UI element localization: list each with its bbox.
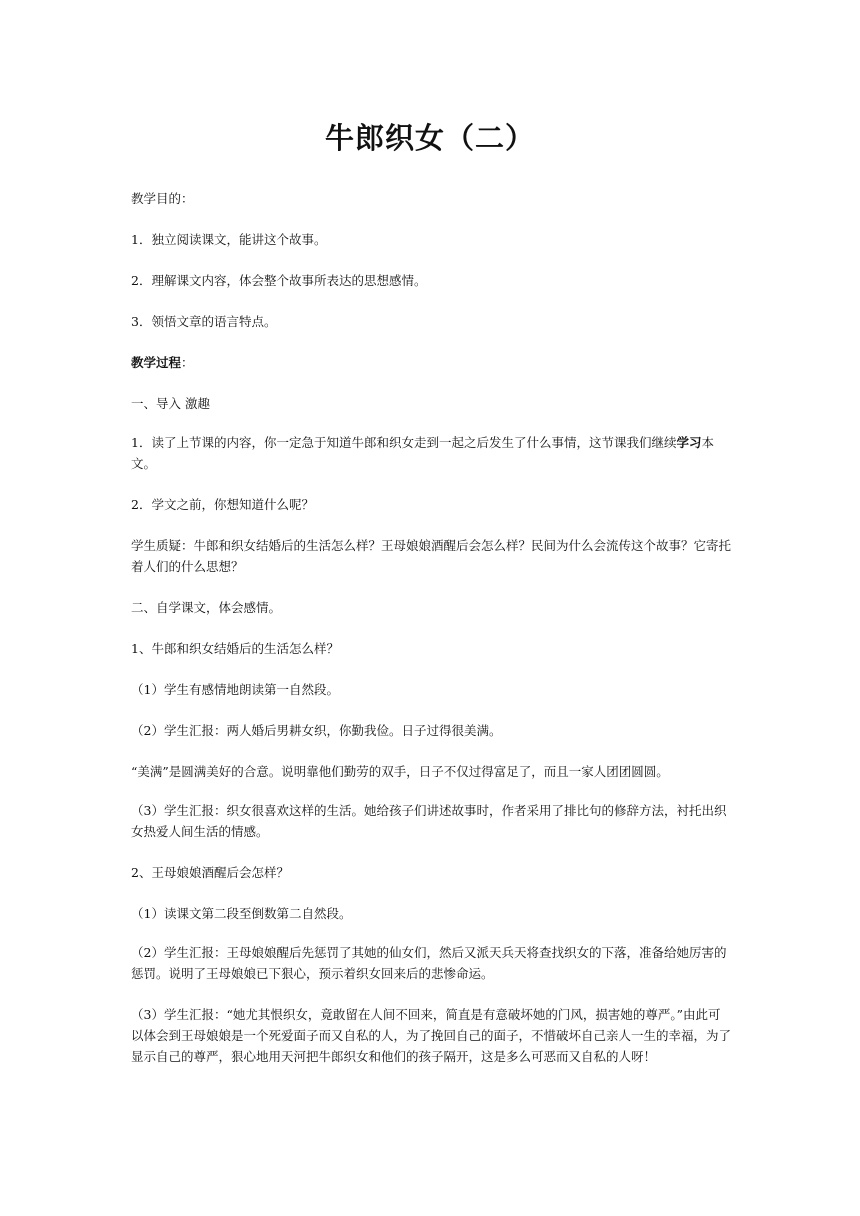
question-1: 1、牛郎和织女结婚后的生活怎么样？ xyxy=(131,641,339,656)
question-1-answer-4: （3）学生汇报：织女很喜欢这样的生活。她给孩子们讲述故事时，作者采用了排比句的修辞方法，衬托出织女热爱人间生活的情感。 xyxy=(131,803,727,839)
document-title: 牛郎织女（二） xyxy=(324,121,535,155)
goal-item-1: 1．独立阅读课文，能讲这个故事。 xyxy=(131,232,327,247)
goal-item-3: 3．领悟文章的语言特点。 xyxy=(131,314,277,329)
section-1-heading: 一、导入 激趣 xyxy=(131,396,210,411)
process-heading xyxy=(131,352,731,373)
section-1-paragraph-1 xyxy=(131,432,731,474)
section-1-paragraph-2: 2．学文之前，你想知道什么呢？ xyxy=(131,497,314,512)
process-heading-colon: ： xyxy=(181,355,194,370)
process-heading-text: 教学过程 xyxy=(131,355,182,370)
paragraph-bold-text: 学习 xyxy=(676,435,702,450)
question-2-answer-1: （1）读课文第二段至倒数第二自然段。 xyxy=(131,906,352,921)
goal-item-2: 2．理解课文内容，体会整个故事所表达的思想感情。 xyxy=(131,273,427,288)
section-2-heading: 二、自学课文，体会感情。 xyxy=(131,600,282,615)
question-2: 2、王母娘娘酒醒后会怎样？ xyxy=(131,865,289,880)
paragraph-text: 1．读了上节课的内容，你一定急于知道牛郎和织女走到一起之后发生了什么事情，这节课我们继续 xyxy=(131,435,677,450)
paragraph-text: 本文。 xyxy=(131,435,714,471)
section-1-paragraph-3: 学生质疑：牛郎和织女结婚后的生活怎么样？王母娘娘酒醒后会怎么样？民间为什么会流传这个故事？它寄托着人们的什么思想？ xyxy=(131,538,732,574)
question-2-answer-3: （3）学生汇报：“她尤其恨织女，竟敢留在人间不回来，简直是有意破坏她的门风，损害她的尊严。”由此可以体会到王母娘娘是一个死爱面子而又自私的人，为了挽回自己的面子，不惜破坏自己亲人一生的幸福，为了显示自己的尊严，狠心地用天河把牛郎织女和他们的孩子隔开，这是多么可恶而又自私的人呀！ xyxy=(131,1007,732,1064)
question-1-answer-1: （1）学生有感情地朗读第一自然段。 xyxy=(131,682,339,697)
question-1-answer-3: “美满”是圆满美好的合意。说明靠他们勤劳的双手，日子不仅过得富足了，而且一家人团团圆圆。 xyxy=(131,764,669,779)
question-2-answer-2: （2）学生汇报：王母娘娘醒后先惩罚了其她的仙女们，然后又派天兵天将查找织女的下落，准备给她厉害的惩罚。说明了王母娘娘已下狠心，预示着织女回来后的悲惨命运。 xyxy=(131,945,727,981)
goal-heading: 教学目的： xyxy=(131,191,194,206)
question-1-answer-2: （2）学生汇报：两人婚后男耕女织，你勤我俭。日子过得很美满。 xyxy=(131,723,502,738)
